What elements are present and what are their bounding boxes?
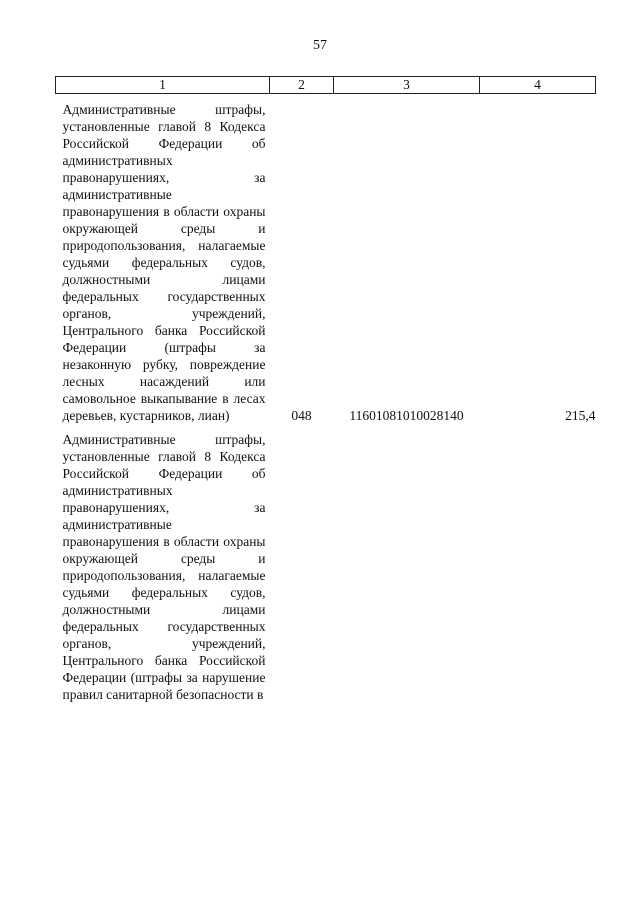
row-budget-code: 11601081010028140 (349, 408, 464, 423)
row-description: Административные штрафы, установленные главой 8 Кодекса Российской Федерации об административных правонарушениях, за административные правонарушения в области охраны окружающей среды и природопользования, налагаемые судьями федеральных судов, должностными лицами федеральных государственных органов, учреждений, Центрального банка Российской Федерации (штрафы за незаконную рубку, повреждение лесных насаждений или самовольное выкапывание в лесах деревьев, кустарников, лиан) (62, 102, 266, 423)
row-description: Административные штрафы, установленные главой 8 Кодекса Российской Федерации об административных правонарушениях, за административные правонарушения в области охраны окружающей среды и природопользования, налагаемые судьями федеральных судов, должностными лицами федеральных государственных органов, учреждений, Центрального банка Российской Федерации (штрафы за нарушение правил санитарной безопасности в (62, 432, 266, 702)
column-header-2: 2 (270, 77, 334, 94)
table-row (56, 94, 596, 425)
column-header-3: 3 (334, 77, 480, 94)
row-amount (480, 424, 596, 703)
table-header (56, 77, 596, 94)
budget-table (55, 76, 596, 703)
table-body (56, 94, 596, 704)
table-row (56, 424, 596, 703)
column-header-4: 4 (480, 77, 596, 94)
row-admin-code: 048 (291, 408, 312, 423)
page-number: 57 (313, 38, 327, 53)
row-amount: 215,4 (565, 408, 596, 423)
header-row (56, 77, 596, 94)
column-header-1: 1 (56, 77, 270, 94)
row-budget-code (334, 424, 480, 703)
row-admin-code (270, 424, 334, 703)
